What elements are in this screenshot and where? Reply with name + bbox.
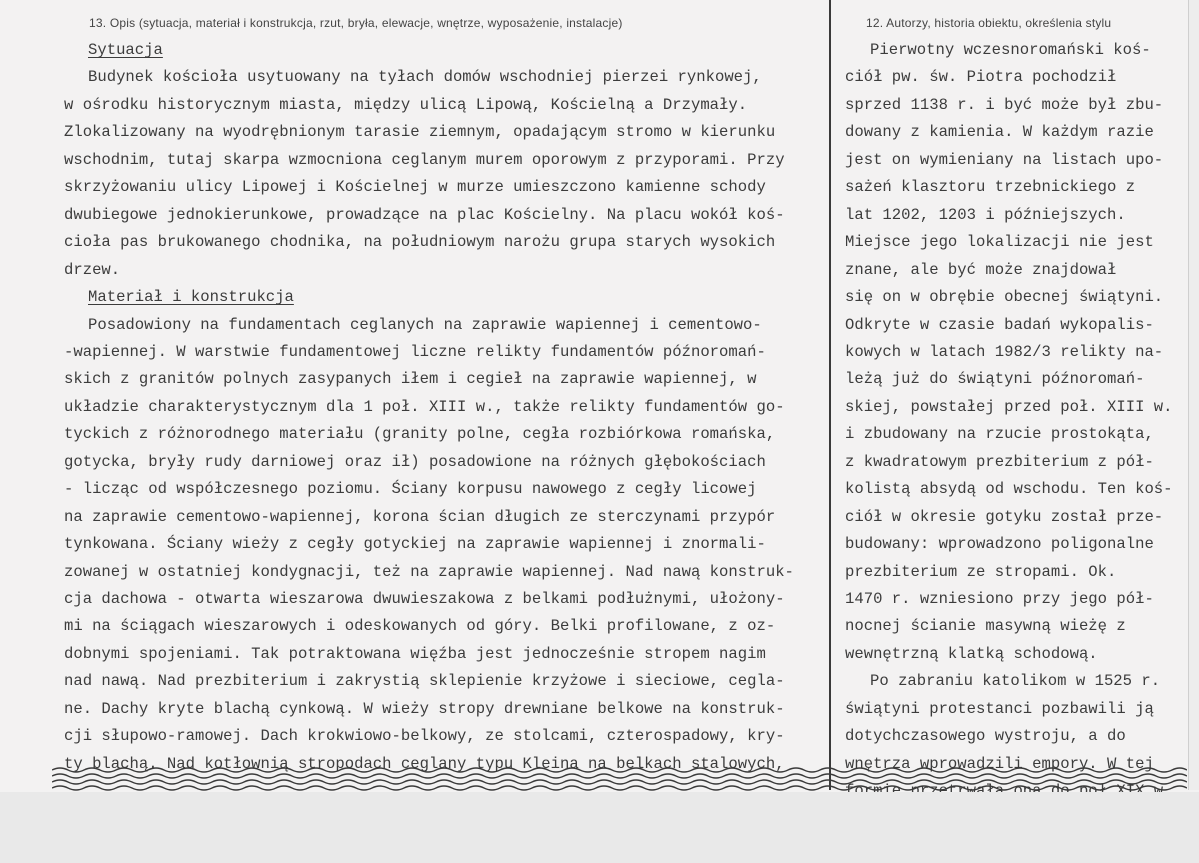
description-line: nad nawą. Nad prezbiterium i zakrystią sklepienie krzyżowe i sieciowe, cegla- [64,672,785,691]
history-line: znane, ale być może znajdował [845,260,1117,279]
history-line: prezbiterium ze stropami. Ok. [845,562,1117,581]
history-line: dowany z kamienia. W każdym razie [845,123,1154,142]
history-line: nocnej ścianie masywną wieżę z [845,617,1126,636]
description-line: wschodnim, tutaj skarpa wzmocniona ceglanym murem oporowym z przyporami. Przy [64,150,785,169]
description-heading: Sytuacja [88,41,163,59]
history-line: 1470 r. wzniesiono przy jego pół- [845,590,1154,608]
history-line: jest on wymieniany na listach upo- [845,150,1164,169]
history-line: dotychczasowego wystroju, a do [845,727,1126,746]
description-line: dwubiegowe jednokierunkowe, prowadzące na plac Kościelny. Na placu wokół koś- [64,205,785,224]
history-line: Pierwotny wczesnoromański koś- [870,41,1151,59]
history-line: kolistą absydą od wschodu. Ten koś- [845,480,1173,499]
description-line: cja dachowa - otwarta wieszarowa dwuwieszakowa z belkami podłużnymi, ułożony- [64,590,785,608]
description-line: gotycka, bryły rudy darniowej oraz ił) posadowione na różnych głębokościach [64,452,766,471]
history-line: z kwadratowym prezbiterium z pół- [845,452,1154,471]
description-line: układzie charakterystycznym dla 1 poł. XIII w., także relikty fundamentów go- [64,397,785,416]
description-line: ne. Dachy kryte blachą cynkową. W wieży stropy drewniane belkowe na konstruk- [64,699,785,718]
wavy-rule [52,764,1187,792]
history-line: sażeń klasztoru trzebnickiego z [845,178,1136,197]
history-line: kowych w latach 1982/3 relikty na- [845,342,1164,361]
right-column-header: 12. Autorzy, historia obiektu, określenia stylu [866,16,1112,30]
history-line: budowany: wprowadzono poligonalne [845,535,1154,554]
history-line: ciół w okresie gotyku został prze- [845,507,1164,526]
description-line: cioła pas brukowanego chodnika, na południowym narożu grupa starych wysokich [64,233,776,252]
history-line: wnętrza wprowadzili empory. W tej [845,754,1154,773]
history-line: się on w obrębie obecnej świątyni. [845,288,1164,307]
description-line: -wapiennej. W warstwie fundamentowej liczne relikty fundamentów późnoromań- [64,342,766,361]
description-heading: Materiał i konstrukcja [88,288,294,307]
paper-right-edge [1188,0,1199,790]
description-line: w ośrodku historycznym miasta, między ulicą Lipową, Kościelną a Drzymały. [64,95,748,114]
bottom-blank-strip [0,792,1199,863]
description-line: zowanej w ostatniej kondygnacji, też na zaprawie wapiennej. Nad nawą konstruk- [64,562,794,581]
history-line: Miejsce jego lokalizacji nie jest [845,233,1154,252]
history-line: Odkryte w czasie badań wykopalis- [845,315,1154,334]
description-line: Zlokalizowany na wyodrębnionym tarasie ziemnym, opadającym stromo w kierunku [64,123,776,142]
history-line: lat 1202, 1203 i późniejszych. [845,205,1126,224]
description-line: tyckich z różnorodnego materiału (granity polne, cegła rozbiórkowa romańska, [64,425,776,444]
description-line: Budynek kościoła usytuowany na tyłach domów wschodniej pierzei rynkowej, [88,68,762,87]
history-line: sprzed 1138 r. i być może był zbu- [845,95,1164,114]
description-line: ty blachą. Nad kotłownią stropodach ceglany typu Kleina na belkach stalowych, [64,754,785,773]
history-line: skiej, powstałej przed poł. XIII w. [845,397,1173,416]
column-divider [829,0,831,790]
description-line: - licząc od współczesnego poziomu. Ściany korpusu nawowego z cegły licowej [64,480,757,499]
history-line: leżą już do świątyni późnoromań- [845,370,1145,389]
description-line: skich z granitów polnych zasypanych iłem i cegieł na zaprawie wapiennej, w [64,370,757,389]
history-line: wewnętrzną klatką schodową. [845,644,1098,663]
description-line: Posadowiony na fundamentach ceglanych na zaprawie wapiennej i cementowo- [88,315,762,334]
left-column-header: 13. Opis (sytuacja, materiał i konstrukcja, rzut, bryła, elewacje, wnętrze, wyposażenie, instalacje) [89,16,623,30]
description-line: mi na ściągach wieszarowych i odeskowanych od góry. Belki profilowane, z oz- [64,617,776,636]
description-line: drzew. [64,260,121,279]
history-line: Po zabraniu katolikom w 1525 r. [870,672,1161,691]
description-line: tynkowana. Ściany wieży z cegły gotyckiej na zaprawie wapiennej i znormali- [64,535,766,554]
description-line: skrzyżowaniu ulicy Lipowej i Kościelnej w murze umieszczono kamienne schody [64,178,766,197]
history-line: ciół pw. św. Piotra pochodził [845,68,1117,87]
history-line: świątyni protestanci pozbawili ją [845,699,1154,718]
description-line: na zaprawie cementowo-wapiennej, korona ścian długich ze sterczynami przypór [64,507,776,526]
description-line: dobnymi spojeniami. Tak potraktowana więźba jest jednocześnie stropem nagim [64,644,766,663]
description-line: cji słupowo-ramowej. Dach krokwiowo-belkowy, ze stolcami, czterospadowy, kry- [64,727,785,746]
history-line: i zbudowany na rzucie prostokąta, [845,425,1154,444]
